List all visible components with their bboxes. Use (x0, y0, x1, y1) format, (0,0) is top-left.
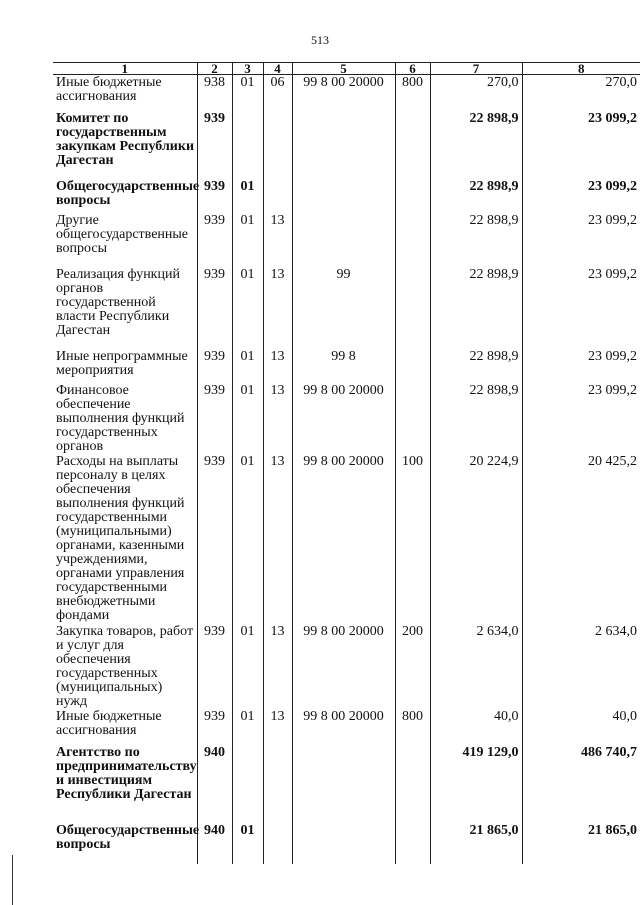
amount-year-1: 21 865,0 (430, 823, 522, 864)
amount-year-2: 23 099,2 (522, 179, 640, 213)
amount-year-1: 22 898,9 (430, 213, 522, 267)
table-row (53, 823, 640, 864)
expense-type-code: 200 (395, 624, 430, 709)
target-article-code: 99 8 00 20000 (292, 709, 395, 745)
table-row (53, 383, 640, 454)
item-name: Иные бюджетные ассигнования (56, 75, 162, 104)
subsection-code: 13 (263, 267, 292, 349)
ministry-code: 939 (197, 213, 232, 267)
amount-year-1: 40,0 (430, 709, 522, 745)
table-row (53, 624, 640, 709)
target-article-code: 99 8 00 20000 (292, 383, 395, 454)
ministry-code: 939 (197, 709, 232, 745)
amount-year-2: 21 865,0 (522, 823, 640, 864)
amount-year-2: 270,0 (522, 75, 640, 111)
subsection-code: 13 (263, 454, 292, 624)
amount-year-1: 20 224,9 (430, 454, 522, 624)
section-code: 01 (232, 454, 263, 624)
amount-year-1: 2 634,0 (430, 624, 522, 709)
target-article-code (292, 111, 395, 179)
ministry-code: 939 (197, 454, 232, 624)
item-name: Иные непрограммные мероприятия (56, 348, 188, 378)
amount-year-2: 23 099,2 (522, 383, 640, 454)
table-row (53, 745, 640, 823)
column-header: 5 (292, 63, 395, 75)
column-header: 6 (395, 63, 430, 75)
amount-year-1: 22 898,9 (430, 111, 522, 179)
subsection-code (263, 179, 292, 213)
item-name: Общегосударственные вопросы (56, 822, 200, 852)
expense-type-code (395, 383, 430, 454)
item-name: Иные бюджетные ассигнования (56, 708, 162, 738)
expense-type-code (395, 267, 430, 349)
amount-year-1: 22 898,9 (430, 267, 522, 349)
target-article-code: 99 8 (292, 349, 395, 383)
ministry-code: 939 (197, 624, 232, 709)
subsection-code (263, 823, 292, 864)
table-row (53, 454, 640, 624)
section-code (232, 745, 263, 823)
column-header: 4 (263, 63, 292, 75)
ministry-code: 939 (197, 267, 232, 349)
ministry-code: 940 (197, 823, 232, 864)
item-name: Расходы на выплаты персоналу в целях обеспечения выполнения функций государственными (муниципальными) органами, казенными учреждениями, органами управления государственными внебюджетными фондами (56, 453, 185, 623)
ministry-code: 939 (197, 383, 232, 454)
subsection-code: 13 (263, 349, 292, 383)
budget-table (53, 62, 640, 864)
subsection-code (263, 745, 292, 823)
amount-year-2: 23 099,2 (522, 349, 640, 383)
column-header: 7 (430, 63, 522, 75)
ministry-code: 939 (197, 111, 232, 179)
table-row (53, 111, 640, 179)
column-header: 1 (53, 63, 197, 75)
item-name: Закупка товаров, работ и услуг для обеспечения государственных (муниципальных) нужд (56, 623, 194, 709)
expense-type-code (395, 111, 430, 179)
amount-year-2: 2 634,0 (522, 624, 640, 709)
section-code: 01 (232, 267, 263, 349)
item-name: Другие общегосударственные вопросы (56, 212, 189, 256)
ministry-code: 939 (197, 179, 232, 213)
section-code: 01 (232, 624, 263, 709)
amount-year-1: 270,0 (430, 75, 522, 111)
item-name: Финансовое обеспечение выполнения функций государственных органов (56, 382, 185, 454)
target-article-code (292, 179, 395, 213)
header-row (53, 63, 640, 75)
column-header: 2 (197, 63, 232, 75)
target-article-code (292, 823, 395, 864)
item-name: Комитет по государственным закупкам Республики Дагестан (56, 110, 195, 168)
expense-type-code (395, 823, 430, 864)
ministry-code: 939 (197, 349, 232, 383)
item-name: Агентство по предпринимательству и инвестициям Республики Дагестан (56, 744, 197, 802)
amount-year-1: 419 129,0 (430, 745, 522, 823)
ministry-code: 938 (197, 75, 232, 111)
expense-type-code: 100 (395, 454, 430, 624)
table-row (53, 213, 640, 267)
amount-year-2: 486 740,7 (522, 745, 640, 823)
target-article-code (292, 745, 395, 823)
target-article-code: 99 (292, 267, 395, 349)
amount-year-2: 23 099,2 (522, 213, 640, 267)
section-code: 01 (232, 823, 263, 864)
expense-type-code (395, 349, 430, 383)
section-code: 01 (232, 179, 263, 213)
section-code (232, 111, 263, 179)
section-code: 01 (232, 383, 263, 454)
target-article-code (292, 213, 395, 267)
table-row (53, 75, 640, 111)
expense-type-code: 800 (395, 75, 430, 111)
subsection-code: 06 (263, 75, 292, 111)
amount-year-1: 22 898,9 (430, 349, 522, 383)
expense-type-code (395, 745, 430, 823)
section-code: 01 (232, 213, 263, 267)
amount-year-1: 22 898,9 (430, 179, 522, 213)
table-row (53, 709, 640, 745)
target-article-code: 99 8 00 20000 (292, 624, 395, 709)
table-row (53, 179, 640, 213)
page-number: 513 (311, 33, 329, 47)
amount-year-2: 20 425,2 (522, 454, 640, 624)
section-code: 01 (232, 75, 263, 111)
expense-type-code (395, 179, 430, 213)
ministry-code: 940 (197, 745, 232, 823)
item-name: Общегосударственные вопросы (56, 178, 200, 208)
amount-year-2: 23 099,2 (522, 267, 640, 349)
subsection-code: 13 (263, 213, 292, 267)
expense-type-code (395, 213, 430, 267)
column-header: 3 (232, 63, 263, 75)
subsection-code: 13 (263, 709, 292, 745)
item-name: Реализация функций органов государственной власти Республики Дагестан (56, 266, 180, 338)
table-row (53, 349, 640, 383)
amount-year-1: 22 898,9 (430, 383, 522, 454)
expense-type-code: 800 (395, 709, 430, 745)
section-code: 01 (232, 709, 263, 745)
subsection-code: 13 (263, 624, 292, 709)
subsection-code (263, 111, 292, 179)
margin-rule (12, 855, 13, 905)
target-article-code: 99 8 00 20000 (292, 75, 395, 111)
table-body (53, 75, 640, 864)
amount-year-2: 40,0 (522, 709, 640, 745)
table-row (53, 267, 640, 349)
section-code: 01 (232, 349, 263, 383)
amount-year-2: 23 099,2 (522, 111, 640, 179)
column-header: 8 (522, 63, 640, 75)
subsection-code: 13 (263, 383, 292, 454)
target-article-code: 99 8 00 20000 (292, 454, 395, 624)
